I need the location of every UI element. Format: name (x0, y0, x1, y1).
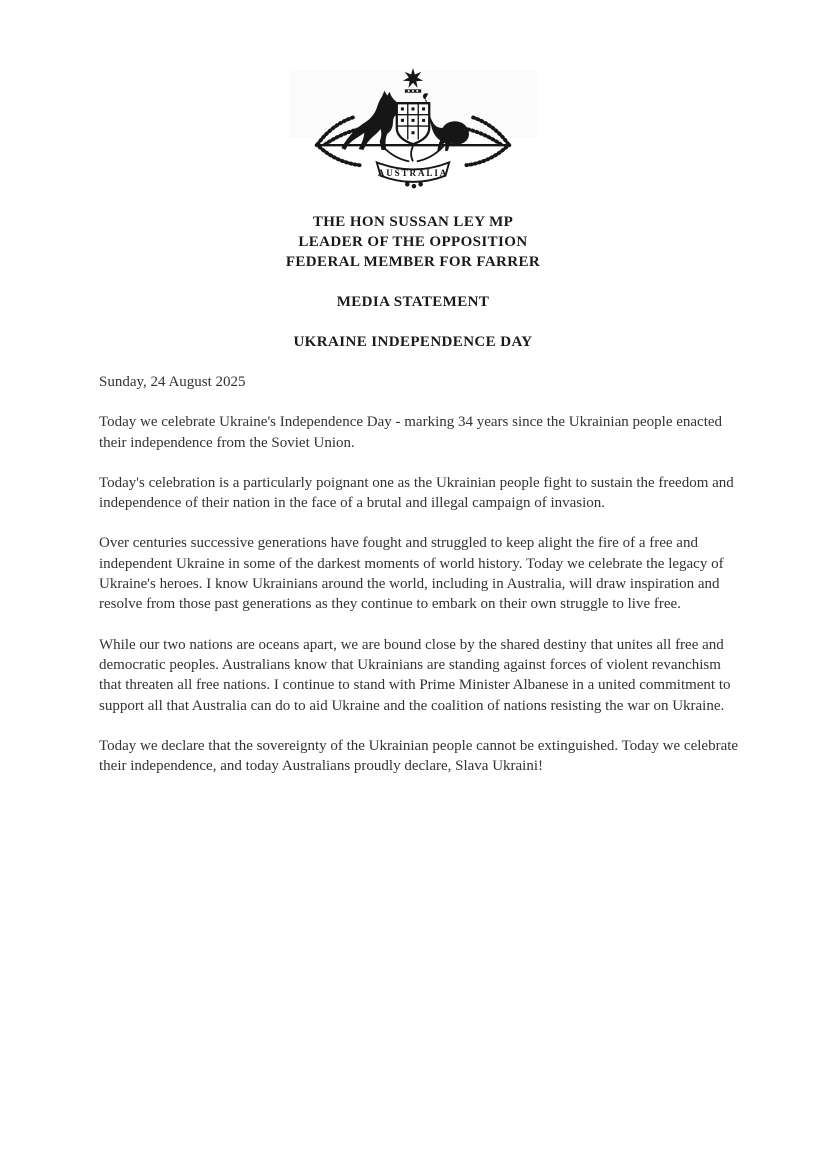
statement-type-heading: MEDIA STATEMENT (336, 294, 490, 310)
statement-title: UKRAINE INDEPENDENCE DAY (293, 334, 533, 350)
statement-paragraph: Today we declare that the sovereignty of the Ukrainian people cannot be extinguished. Today we celebrate their independence, and today Australians proudly declare, Slava Ukraini! (99, 737, 739, 775)
statement-paragraph: Over centuries successive generations have fought and struggled to keep alight the fire of a free and independent Ukraine in some of the darkest moments of world history. Today we celebrate the legacy of Ukraine's heroes. I know Ukrainians around the world, including in Australia, will draw inspiration and resolve from those past generations as they continue to embark on their own struggle to live free. (99, 535, 724, 613)
statement-body (99, 372, 739, 776)
statement-paragraph: Today's celebration is a particularly poignant one as the Ukrainian people fight to sustain the freedom and independence of their nation in the face of a brutal and illegal campaign of invasion. (99, 474, 734, 512)
letterhead-name-line: THE HON SUSSAN LEY MP (312, 214, 514, 230)
letterhead-crest (283, 66, 543, 190)
statement-paragraph: While our two nations are oceans apart, we are bound close by the shared destiny that unites all free and democratic peoples. Australians know that Ukrainians are standing against forces of violent revanchism that threaten all free nations. I continue to stand with Prime Minister Albanese in a united commitment to support all that Australia can do to aid Ukraine and the coalition of nations resisting the war on Ukraine. (99, 636, 731, 714)
letterhead-electorate-line: FEDERAL MEMBER FOR FARRER (285, 254, 541, 270)
statement-date: Sunday, 24 August 2025 (99, 374, 246, 390)
statement-paragraph: Today we celebrate Ukraine's Independence Day - marking 34 years since the Ukrainian people enacted their independence from the Soviet Union. (99, 414, 723, 451)
australian-coat-of-arms-icon (283, 66, 543, 190)
letterhead-role-line: LEADER OF THE OPPOSITION (298, 234, 528, 250)
letterhead (0, 212, 826, 272)
crest-banner-label: AUSTRALIA (377, 168, 449, 179)
